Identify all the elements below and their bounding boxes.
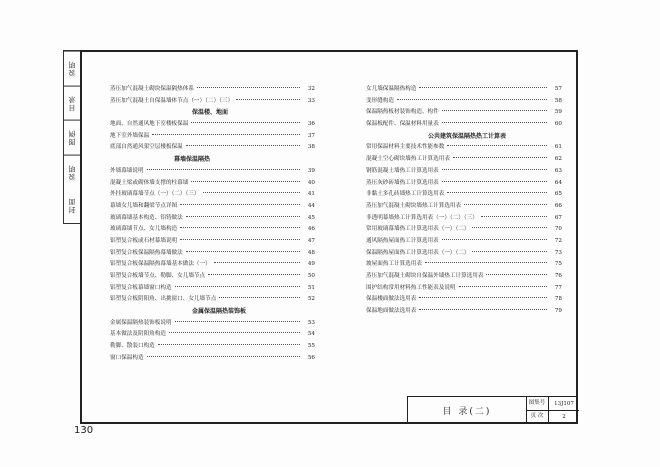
toc-entry[interactable] — [366, 306, 562, 318]
toc-entry-page: 75 — [554, 261, 562, 268]
toc-entry-page: 53 — [307, 319, 315, 326]
toc-entry[interactable] — [110, 341, 315, 353]
toc-entry-title: 蒸压加气混凝土砌块保温隔热体系 — [110, 86, 194, 92]
toc-entry[interactable] — [110, 271, 315, 283]
dot-leader — [191, 122, 300, 123]
page-number: 130 — [74, 425, 94, 436]
dot-leader — [147, 356, 300, 357]
toc-entry-title: 非透明幕墙热工计算选用表（一）（二）（三） — [366, 214, 478, 221]
toc-entry-title: 窗口保温构造 — [110, 354, 144, 361]
toc-entry-page: 64 — [554, 179, 562, 186]
toc-entry-title: 常用保温材料主要技术性能参数 — [366, 144, 445, 151]
signature-cell: 说明 — [64, 155, 80, 190]
dot-leader — [180, 227, 300, 228]
toc-entry[interactable] — [366, 283, 562, 295]
toc-entry[interactable] — [110, 189, 315, 201]
toc-entry[interactable] — [366, 84, 562, 96]
toc-entry[interactable] — [110, 166, 315, 178]
toc-entry[interactable] — [110, 178, 315, 190]
dot-leader — [472, 251, 547, 252]
dot-leader — [442, 181, 547, 182]
toc-entry[interactable] — [110, 119, 315, 131]
page-label: 页 次 — [526, 410, 549, 423]
toc-entry-title: 地下室外墙保温 — [110, 132, 150, 139]
toc-entry-title: 铝塑复合板幕墙窗口构造 — [110, 284, 172, 291]
toc-entry-title: 地面、自然通风地下室楼板保温 — [110, 121, 189, 128]
toc-entry[interactable] — [110, 201, 315, 213]
toc-entry-title: 蒸压灰砂砖墙热工计算选用表 — [366, 179, 439, 186]
dot-leader — [425, 262, 547, 263]
toc-entry-page: 39 — [307, 167, 315, 174]
toc-entry-title: 幕墙女儿墙和翻梁节点详图 — [110, 202, 178, 209]
title-block — [407, 396, 578, 424]
toc-entry-page: 62 — [554, 156, 562, 163]
toc-entry-title: 铝塑复合板保温隔热幕墙做法 — [110, 249, 183, 256]
toc-entry-page: 51 — [307, 284, 315, 291]
toc-entry[interactable] — [110, 259, 315, 271]
dot-leader — [486, 274, 547, 275]
toc-entry-page: 40 — [307, 179, 315, 186]
toc-entry[interactable] — [366, 178, 562, 190]
page-value: 2 — [562, 413, 566, 420]
toc-entry-title: 铝塑复合板墙节点、勒脚、女儿墙节点 — [110, 273, 206, 279]
toc-entry-page: 72 — [554, 237, 562, 244]
toc-entry-title: 女儿墙保温隔热构造 — [366, 86, 417, 92]
toc-entry[interactable] — [366, 259, 562, 271]
toc-entry-page: 56 — [307, 354, 315, 361]
toc-entry-page: 73 — [554, 249, 562, 256]
toc-entry-page: 45 — [307, 214, 315, 221]
dot-leader — [419, 87, 547, 88]
toc-entry[interactable] — [110, 294, 315, 306]
section-heading: 金属保温隔热装饰板 — [192, 308, 247, 316]
dot-leader — [447, 192, 547, 193]
toc-entry-title: 钢筋混凝土墙热工计算选用表 — [366, 167, 439, 174]
signature-cell: 图例 — [64, 120, 80, 155]
toc-entry-page: 77 — [554, 284, 562, 291]
toc-entry-title: 金属保温隔热装饰板说明 — [110, 319, 172, 326]
toc-entry-title: 坡屋面热工计算选用表 — [366, 261, 422, 268]
toc-entry[interactable] — [366, 294, 562, 306]
toc-entry[interactable] — [110, 248, 315, 260]
dot-leader — [459, 286, 547, 287]
dot-leader — [442, 239, 547, 240]
toc-entry[interactable] — [366, 96, 562, 108]
toc-entry-page: 44 — [307, 202, 315, 209]
toc-entry-title: 保温地面做法选用表 — [366, 308, 417, 315]
toc-entry[interactable] — [366, 271, 562, 283]
dot-leader — [180, 239, 300, 240]
toc-entry[interactable] — [366, 107, 562, 119]
title-block-page — [526, 410, 579, 423]
dot-leader — [208, 274, 300, 275]
toc-entry-page: 46 — [307, 226, 315, 233]
toc-entry-title: 保温楼面做法选用表 — [366, 296, 417, 303]
toc-entry[interactable] — [110, 283, 315, 295]
toc-entry[interactable] — [110, 236, 315, 248]
toc-entry-title: 蒸压加气混凝土自保温墙体节点（一）（二）（三） — [110, 97, 234, 104]
toc-entry-page: 58 — [554, 97, 562, 104]
toc-entry-page: 67 — [554, 214, 562, 221]
signature-cell: 封面 — [68, 198, 76, 215]
toc-entry[interactable] — [366, 224, 562, 236]
dot-leader — [169, 332, 300, 333]
toc-entry-title: 底部自然通风架空层楼板保温 — [110, 144, 183, 151]
toc-entry-page: 70 — [554, 226, 562, 233]
toc-entry-title: 玻璃幕墙基本构造、铝铸做法 — [110, 214, 183, 221]
toc-entry[interactable] — [110, 329, 315, 341]
dot-leader — [158, 344, 300, 345]
title-block-title: 目 录(二) — [408, 397, 527, 423]
dot-leader — [175, 286, 300, 287]
toc-entry[interactable] — [366, 236, 562, 248]
toc-entry-title: 蒸压加气混凝土砌块墙热工计算选用表 — [366, 202, 462, 209]
toc-entry-page: 76 — [554, 273, 562, 279]
title-block-code — [526, 397, 579, 411]
toc-entry-title: 混凝土梁或砌体墙支撑的柱幕墙 — [110, 179, 189, 186]
toc-entry-title: 混凝土空心砌块墙热工计算选用表 — [366, 156, 450, 163]
toc-entry-page: 50 — [307, 273, 315, 279]
toc-entry-page: 55 — [307, 343, 315, 350]
dot-leader — [419, 309, 547, 310]
dot-leader — [236, 99, 300, 100]
toc-entry-title: 外墙幕墙说明 — [110, 167, 144, 174]
toc-entry[interactable] — [110, 353, 315, 365]
toc-entry-title: 基本做法及阴阳角构造 — [110, 331, 166, 338]
dot-leader — [203, 192, 301, 193]
toc-entry-page: 48 — [307, 249, 315, 256]
toc-entry[interactable] — [366, 166, 562, 178]
toc-left-column — [110, 84, 315, 365]
dot-leader — [419, 297, 547, 298]
toc-entry-title: 铝塑复合板或石材幕墙说明 — [110, 237, 178, 244]
toc-entry-page: 66 — [554, 202, 562, 209]
signature-cell: 目录 — [64, 86, 80, 121]
toc-entry-page: 78 — [554, 296, 562, 303]
dot-leader — [219, 297, 300, 298]
dot-leader — [191, 181, 300, 182]
toc-entry-title: 勒脚、散装口构造 — [110, 343, 155, 350]
toc-entry[interactable] — [366, 201, 562, 213]
toc-entry-title: 蒸压加气混凝土砌块自保温外墙热工计算选用表 — [366, 273, 484, 279]
dot-leader — [472, 227, 547, 228]
section-heading: 保温楼、地面 — [192, 109, 229, 117]
dot-leader — [186, 216, 300, 217]
toc-entry-title: 围护结构常用材料热工性能表及说明 — [366, 284, 456, 291]
toc-entry-page: 33 — [307, 97, 315, 104]
toc-entry-page: 61 — [554, 144, 562, 151]
dot-leader — [180, 204, 300, 205]
dot-leader — [197, 87, 300, 88]
toc-right-column — [366, 84, 562, 318]
toc-entry[interactable] — [366, 248, 562, 260]
dot-leader — [186, 251, 300, 252]
dot-leader — [442, 169, 547, 170]
toc-entry[interactable] — [366, 154, 562, 166]
dot-leader — [442, 110, 547, 111]
atlas-code-value: 13J107 — [554, 400, 574, 407]
toc-entry-page: 36 — [307, 121, 315, 128]
atlas-code-label: 图集号 — [526, 397, 549, 410]
toc-entry-title: 保温隔热屋面热工计算选用表（一）（二） — [366, 249, 470, 256]
toc-entry-page: 37 — [307, 132, 315, 139]
toc-entry[interactable] — [110, 213, 315, 225]
toc-entry-title: 铝塑复合板保温隔热幕墙基本做法（一） — [110, 261, 211, 268]
toc-entry-title: 外挂玻璃幕墙节点（一）（二）（三） — [110, 191, 200, 198]
toc-entry-page: 41 — [307, 191, 315, 198]
toc-entry[interactable] — [366, 119, 562, 131]
section-heading: 幕墙保温隔热 — [174, 156, 211, 164]
toc-entry-page: 59 — [554, 109, 562, 116]
dot-leader — [214, 262, 300, 263]
toc-entry-title: 保温板配件、保温材料用量表 — [366, 121, 439, 128]
toc-entry[interactable] — [366, 213, 562, 225]
toc-entry[interactable] — [110, 224, 315, 236]
dot-leader — [152, 134, 300, 135]
dot-leader — [175, 321, 300, 322]
dot-leader — [481, 216, 547, 217]
toc-entry-page: 47 — [307, 237, 315, 244]
toc-entry-page: 65 — [554, 191, 562, 198]
toc-entry[interactable] — [110, 131, 315, 143]
dot-leader — [447, 145, 547, 146]
dot-leader — [464, 204, 547, 205]
toc-entry-page: 52 — [307, 296, 315, 303]
toc-entry-page: 49 — [307, 261, 315, 268]
toc-entry-title: 通风隔热屋面热工计算选用表 — [366, 237, 439, 244]
toc-entry[interactable] — [110, 96, 315, 108]
toc-entry-page: 32 — [307, 86, 315, 92]
signature-strip — [63, 50, 80, 224]
toc-entry-title: 玻璃幕墙节点、女儿墙构造 — [110, 226, 178, 233]
toc-entry-page: 57 — [554, 86, 562, 92]
toc-entry[interactable] — [366, 189, 562, 201]
toc-entry[interactable] — [366, 142, 562, 154]
toc-entry-title: 非黏土多孔砖墙热工计算选用表 — [366, 191, 445, 198]
toc-entry[interactable] — [110, 84, 315, 96]
section-heading: 公共建筑保温隔热热工计算表 — [428, 132, 507, 140]
toc-entry-title: 变形缝构造 — [366, 97, 394, 104]
toc-entry-page: 54 — [307, 331, 315, 338]
toc-entry-page: 60 — [554, 121, 562, 128]
dot-leader — [397, 99, 547, 100]
dot-leader — [453, 157, 547, 158]
dot-leader — [147, 169, 300, 170]
toc-entry-title: 铝塑复合板阴阳角、出挑窗口、女儿墙节点 — [110, 296, 217, 303]
signature-cell: 说明 — [64, 51, 80, 86]
toc-entry-title: 常用玻璃幕墙热工计算选用表（一）（二） — [366, 226, 470, 233]
toc-entry-page: 79 — [554, 308, 562, 315]
dot-leader — [186, 145, 300, 146]
toc-entry[interactable] — [110, 142, 315, 154]
toc-entry-title: 保温隔热板材装饰构造、构件 — [366, 109, 439, 116]
toc-entry-page: 38 — [307, 144, 315, 151]
toc-entry-page: 63 — [554, 167, 562, 174]
toc-entry[interactable] — [110, 318, 315, 330]
dot-leader — [442, 122, 547, 123]
